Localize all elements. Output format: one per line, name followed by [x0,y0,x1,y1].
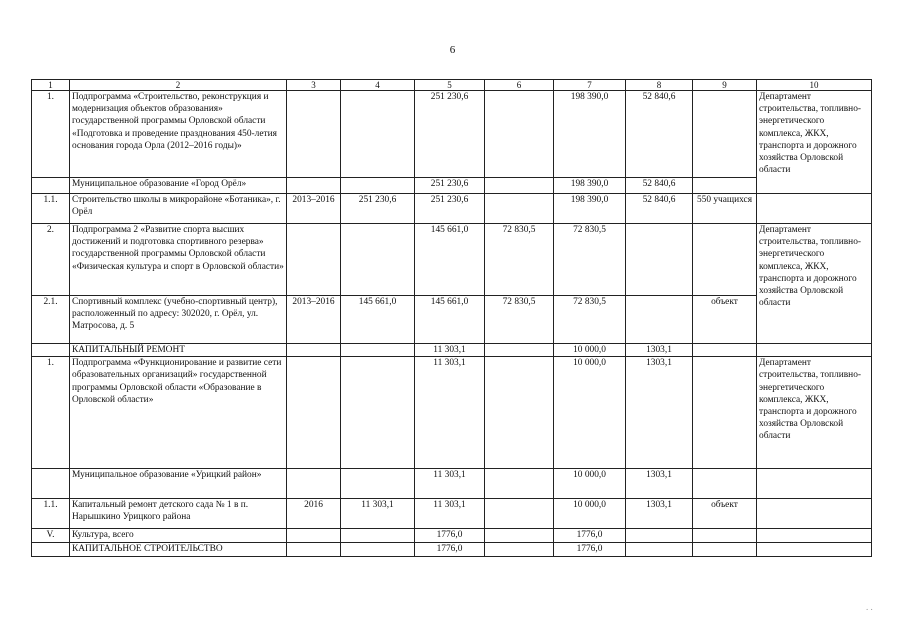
period-cell: 2016 [287,499,341,529]
department-cell: Департамент строительства, топливно-энергетического комплекса, ЖКХ, транспорта и дорожного хозяйства Орловской области [757,224,872,344]
amount-cell: 145 661,0 [341,296,415,344]
section-title: Культура, всего [70,529,287,543]
amount-cell: 1303,1 [626,499,693,529]
row-number: 1.1. [32,499,70,529]
capacity-cell: объект [693,296,757,344]
table-row [32,224,872,296]
column-number-row [32,80,872,91]
amount-cell: 251 230,6 [341,194,415,224]
program-name: Подпрограмма «Функционирование и развитие сети образовательных организаций» государственной программы Орловской области «Образование в Орловской области» [70,357,287,469]
amount-cell: 72 830,5 [485,224,554,296]
amount-cell: 1776,0 [415,529,485,543]
row-number: V. [32,529,70,543]
amount-cell: 11 303,1 [415,344,485,357]
amount-cell: 11 303,1 [415,499,485,529]
amount-cell: 10 000,0 [554,357,626,469]
col-header-5: 5 [415,80,485,91]
col-header-9: 9 [693,80,757,91]
capacity-cell: объект [693,499,757,529]
amount-cell: 198 390,0 [554,91,626,178]
program-name: Подпрограмма «Строительство, реконструкция и модернизация объектов образования» государственной программы Орловской области «Подготовка и проведение празднования 450-летия основания города Орла (2012–2016 годы)» [70,91,287,178]
table-row [32,529,872,543]
object-name: Спортивный комплекс (учебно-спортивный центр), расположенный по адресу: 302020, г. Орёл, ул. Матросова, д. 5 [70,296,287,344]
section-row [32,543,872,557]
amount-cell: 52 840,6 [626,194,693,224]
amount-cell: 52 840,6 [626,91,693,178]
amount-cell: 72 830,5 [554,296,626,344]
table-row [32,296,872,344]
amount-cell: 11 303,1 [415,357,485,469]
table-row [32,194,872,224]
row-number: 2.1. [32,296,70,344]
section-title: КАПИТАЛЬНОЕ СТРОИТЕЛЬСТВО [70,543,287,557]
object-name: Строительство школы в микрорайоне «Ботаника», г. Орёл [70,194,287,224]
row-number: 1. [32,91,70,178]
amount-cell: 251 230,6 [415,91,485,178]
col-header-4: 4 [341,80,415,91]
department-cell: Департамент строительства, топливно-энергетического комплекса, ЖКХ, транспорта и дорожного хозяйства Орловской области [757,357,872,469]
budget-table [31,79,872,557]
amount-cell: 251 230,6 [415,178,485,194]
table-row [32,469,872,499]
page-number: 6 [449,44,456,56]
amount-cell: 10 000,0 [554,469,626,499]
amount-cell: 1776,0 [554,543,626,557]
amount-cell: 1776,0 [554,529,626,543]
amount-cell: 198 390,0 [554,178,626,194]
amount-cell: 72 830,5 [485,296,554,344]
amount-cell: 198 390,0 [554,194,626,224]
program-name: Подпрограмма 2 «Развитие спорта высших достижений и подготовка спортивного резерва» государственной программы Орловской области «Физическая культура и спорт в Орловской области» [70,224,287,296]
municipality-name: Муниципальное образование «Урицкий район» [70,469,287,499]
amount-cell: 145 661,0 [415,224,485,296]
col-header-10: 10 [757,80,872,91]
col-header-3: 3 [287,80,341,91]
department-cell: Департамент строительства, топливно-энергетического комплекса, ЖКХ, транспорта и дорожного хозяйства Орловской области [757,91,872,194]
table-row [32,357,872,469]
table-row [32,91,872,178]
amount-cell: 72 830,5 [554,224,626,296]
col-header-7: 7 [554,80,626,91]
section-row [32,344,872,357]
col-header-1: 1 [32,80,70,91]
amount-cell: 145 661,0 [415,296,485,344]
table-row [32,178,872,194]
amount-cell: 251 230,6 [415,194,485,224]
col-header-8: 8 [626,80,693,91]
table-row [32,499,872,529]
amount-cell: 11 303,1 [415,469,485,499]
col-header-6: 6 [485,80,554,91]
row-number: 1.1. [32,194,70,224]
capacity-cell: 550 учащихся [693,194,757,224]
amount-cell: 10 000,0 [554,344,626,357]
col-header-2: 2 [70,80,287,91]
period-cell: 2013–2016 [287,194,341,224]
object-name: Капитальный ремонт детского сада № 1 в п. Нарышкино Урицкого района [70,499,287,529]
municipality-name: Муниципальное образование «Город Орёл» [70,178,287,194]
amount-cell: 1776,0 [415,543,485,557]
amount-cell: 1303,1 [626,357,693,469]
corner-mark: . . [866,602,873,612]
amount-cell: 1303,1 [626,469,693,499]
amount-cell: 10 000,0 [554,499,626,529]
period-cell: 2013–2016 [287,296,341,344]
row-number: 2. [32,224,70,296]
amount-cell: 11 303,1 [341,499,415,529]
amount-cell: 52 840,6 [626,178,693,194]
amount-cell: 1303,1 [626,344,693,357]
row-number: 1. [32,357,70,469]
section-title: КАПИТАЛЬНЫЙ РЕМОНТ [70,344,287,357]
